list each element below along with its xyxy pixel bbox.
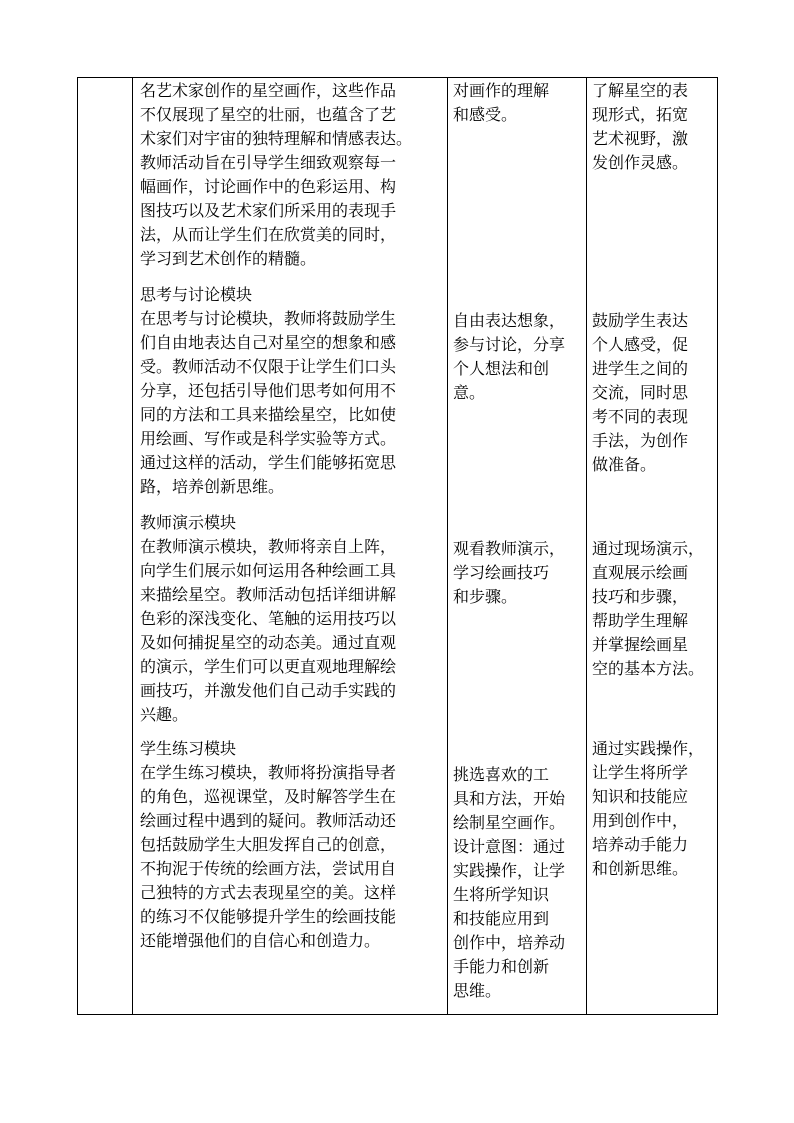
table-bottom-border — [77, 1014, 718, 1015]
content-line: 受。教师活动不仅限于让学生们口头 — [140, 357, 397, 376]
content-line: 法，从而让学生们在欣赏美的同时， — [140, 225, 397, 244]
content-line: 及如何捕捉星空的动态美。通过直观 — [140, 633, 397, 652]
student-line: 挑选喜欢的工 — [453, 765, 550, 784]
intent-line: 现形式，拓宽 — [592, 105, 689, 124]
intent-line: 通过现场演示， — [592, 539, 705, 558]
content-line: 教师活动旨在引导学生细致观察每一 — [140, 153, 397, 172]
content-line: 路，培养创新思维。 — [140, 477, 285, 496]
student-cell-practice — [453, 763, 583, 1003]
intent-line: 让学生将所学 — [592, 763, 689, 782]
student-line: 生将所学知识 — [453, 885, 550, 904]
intent-cell-practice — [592, 737, 716, 881]
content-line: 们自由地表达自己对星空的想象和感 — [140, 333, 397, 352]
intent-line: 培养动手能力 — [592, 835, 689, 854]
content-cell-discussion — [140, 283, 443, 499]
table-top-border — [77, 77, 718, 78]
content-cell-demonstration — [140, 511, 443, 727]
content-line: 的演示，学生们可以更直观地理解绘 — [140, 657, 397, 676]
intent-line: 直观展示绘画 — [592, 563, 689, 582]
intent-line: 鼓励学生表达 — [592, 311, 689, 330]
content-line: 绘画过程中遇到的疑问。教师活动还 — [140, 811, 397, 830]
intent-line: 帮助学生理解 — [592, 611, 689, 630]
intent-line: 手法，为创作 — [592, 431, 689, 450]
student-line: 观看教师演示， — [453, 539, 566, 558]
column-divider-2 — [447, 77, 448, 1015]
student-line: 设计意图：通过 — [453, 837, 566, 856]
content-line: 名艺术家创作的星空画作，这些作品 — [140, 81, 397, 100]
content-line: 兴趣。 — [140, 705, 189, 724]
table-right-border — [717, 77, 718, 1015]
content-line: 的角色，巡视课堂，及时解答学生在 — [140, 787, 397, 806]
intent-line: 考不同的表现 — [592, 407, 689, 426]
student-line: 个人想法和创 — [453, 359, 550, 378]
content-line: 向学生们展示如何运用各种绘画工具 — [140, 561, 397, 580]
content-line: 画技巧，并激发他们自己动手实践的 — [140, 681, 397, 700]
student-line: 实践操作，让学 — [453, 861, 566, 880]
intent-line: 发创作灵感。 — [592, 153, 689, 172]
student-line: 参与讨论，分享 — [453, 335, 566, 354]
student-line: 和感受。 — [453, 105, 518, 124]
student-line: 绘制星空画作。 — [453, 813, 566, 832]
student-line: 学习绘画技巧 — [453, 563, 550, 582]
content-line: 在思考与讨论模块，教师将鼓励学生 — [140, 309, 397, 328]
student-cell-intro — [453, 79, 583, 127]
content-line: 图技巧以及艺术家们所采用的表现手 — [140, 201, 397, 220]
intent-cell-discussion — [592, 309, 716, 477]
student-line: 意。 — [453, 383, 486, 402]
student-line: 手能力和创新 — [453, 957, 550, 976]
content-line: 色彩的深浅变化、笔触的运用技巧以 — [140, 609, 397, 628]
content-line: 包括鼓励学生大胆发挥自己的创意， — [140, 835, 397, 854]
column-divider-3 — [586, 77, 587, 1015]
content-cell-practice — [140, 737, 443, 953]
student-line: 具和方法，开始 — [453, 789, 566, 808]
content-cell-intro — [140, 79, 443, 271]
intent-cell-intro — [592, 79, 716, 175]
student-line: 对画作的理解 — [453, 81, 550, 100]
intent-line: 知识和技能应 — [592, 787, 689, 806]
content-line: 在教师演示模块，教师将亲自上阵， — [140, 537, 397, 556]
intent-line: 做准备。 — [592, 455, 657, 474]
column-divider-1 — [132, 77, 133, 1015]
intent-line: 进学生之间的 — [592, 359, 689, 378]
student-line: 思维。 — [453, 981, 502, 1000]
content-line: 用绘画、写作或是科学实验等方式。 — [140, 429, 397, 448]
content-line: 的练习不仅能够提升学生的绘画技能 — [140, 907, 397, 926]
content-line: 不仅展现了星空的壮丽，也蕴含了艺 — [140, 105, 397, 124]
module-heading: 教师演示模块 — [140, 513, 237, 532]
intent-line: 和创新思维。 — [592, 859, 689, 878]
content-line: 己独特的方式去表现星空的美。这样 — [140, 883, 397, 902]
intent-line: 用到创作中， — [592, 811, 689, 830]
module-heading: 学生练习模块 — [140, 739, 237, 758]
student-line: 创作中，培养动 — [453, 933, 566, 952]
module-heading: 思考与讨论模块 — [140, 285, 253, 304]
content-line: 还能增强他们的自信心和创造力。 — [140, 931, 381, 950]
student-line: 自由表达想象， — [453, 311, 566, 330]
content-line: 不拘泥于传统的绘画方法，尝试用自 — [140, 859, 397, 878]
student-line: 和技能应用到 — [453, 909, 550, 928]
intent-cell-demonstration — [592, 537, 716, 681]
table-left-border — [77, 77, 78, 1015]
intent-line: 并掌握绘画星 — [592, 635, 689, 654]
content-line: 来描绘星空。教师活动包括详细讲解 — [140, 585, 397, 604]
intent-line: 交流，同时思 — [592, 383, 689, 402]
content-line: 幅画作，讨论画作中的色彩运用、构 — [140, 177, 397, 196]
content-line: 同的方法和工具来描绘星空，比如使 — [140, 405, 397, 424]
intent-line: 个人感受，促 — [592, 335, 689, 354]
intent-line: 艺术视野，激 — [592, 129, 689, 148]
intent-line: 技巧和步骤， — [592, 587, 689, 606]
content-line: 术家们对宇宙的独特理解和情感表达。 — [140, 129, 413, 148]
content-line: 学习到艺术创作的精髓。 — [140, 249, 317, 268]
intent-line: 了解星空的表 — [592, 81, 689, 100]
student-line: 和步骤。 — [453, 587, 518, 606]
content-line: 分享，还包括引导他们思考如何用不 — [140, 381, 397, 400]
content-line: 在学生练习模块，教师将扮演指导者 — [140, 763, 397, 782]
intent-line: 通过实践操作， — [592, 739, 705, 758]
content-line: 通过这样的活动，学生们能够拓宽思 — [140, 453, 397, 472]
student-cell-discussion — [453, 309, 583, 405]
intent-line: 空的基本方法。 — [592, 659, 705, 678]
student-cell-demonstration — [453, 537, 583, 609]
